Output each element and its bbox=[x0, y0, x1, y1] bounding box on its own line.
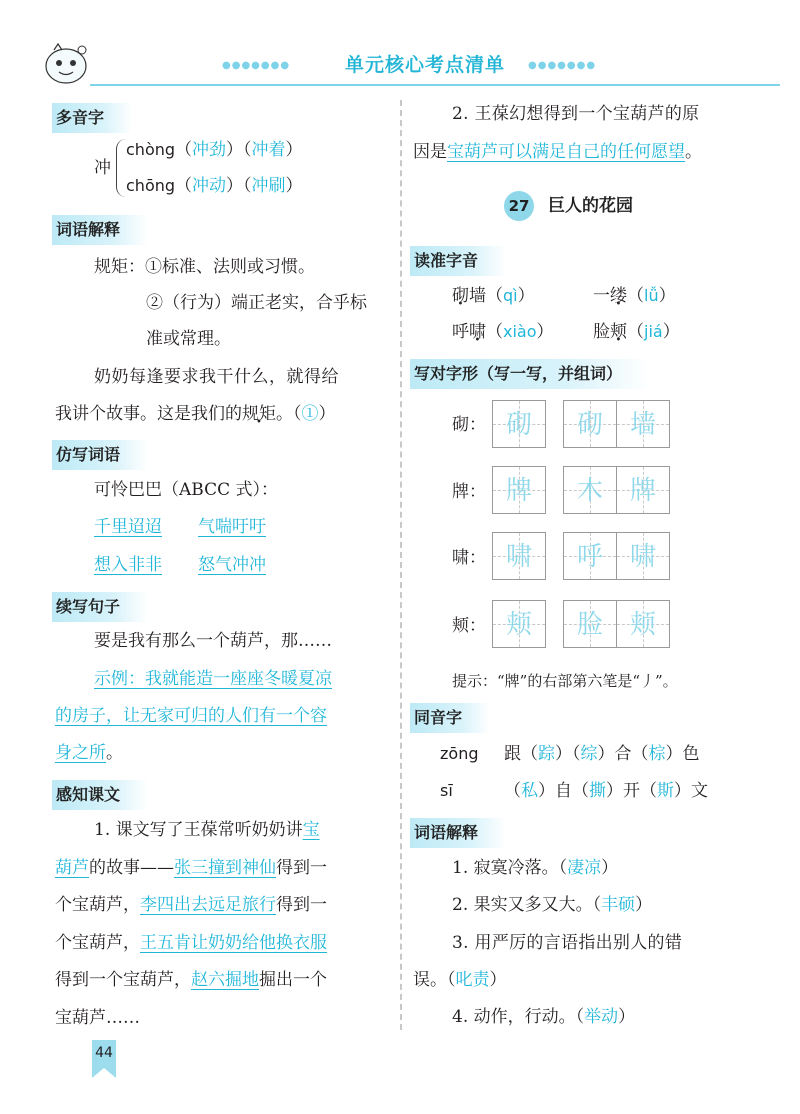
header-dots-left: ●●●●●●● bbox=[222, 60, 291, 71]
section-tag-fangxie: 仿写词语 bbox=[52, 440, 148, 470]
writing-grid-box: 牌 bbox=[616, 466, 670, 514]
polyphone-row-1: chòng（冲劲）（冲着） bbox=[126, 140, 303, 160]
definition-item: 3. 用严厉的言语指出别人的错 bbox=[452, 933, 683, 953]
section-tag-tongyin: 同音字 bbox=[410, 703, 490, 733]
grid-row-label: 牌： bbox=[452, 482, 486, 502]
polyphone-row-2: chōng（冲动）（冲刷） bbox=[126, 176, 303, 196]
page-number: 44 bbox=[92, 1040, 116, 1068]
page-number-flag bbox=[92, 1068, 116, 1078]
answer-word: 想入非非 bbox=[94, 555, 162, 575]
section-tag-ciyu-right: 词语解释 bbox=[410, 818, 506, 848]
writing-grid-box: 墙 bbox=[616, 400, 670, 448]
polyphone-char: 冲 bbox=[94, 158, 111, 178]
example-line: 奶奶每逢要求我干什么，就得给 bbox=[94, 367, 339, 387]
section-tag-xiedui: 写对字形（写一写，并组词） bbox=[410, 359, 650, 389]
answer-word: 千里迢迢 bbox=[94, 517, 162, 537]
imitation-prompt: 可怜巴巴（ABCC 式）： bbox=[94, 480, 279, 500]
section-tag-ciyu: 词语解释 bbox=[52, 215, 148, 245]
page-title: 单元核心考点清单 bbox=[344, 54, 505, 76]
writing-grid-box: 颊 bbox=[616, 600, 670, 648]
summary-line: 1. 课文写了王葆常听奶奶讲宝 bbox=[94, 820, 320, 840]
definition-item: 4. 动作，行动。（举动） bbox=[452, 1007, 636, 1027]
summary-line: 个宝葫芦，王五肯让奶奶给他换衣服 bbox=[55, 933, 327, 953]
answer-line: 的房子，让无家可归的人们有一个容 bbox=[55, 706, 327, 726]
writing-grid-box: 啸 bbox=[492, 532, 546, 580]
header-dots-right: ●●●●●●● bbox=[528, 60, 597, 71]
section-tag-duoyinzi: 多音字 bbox=[52, 103, 132, 133]
writing-grid-box: 砌 bbox=[563, 400, 617, 448]
lesson-number-badge: 27 bbox=[504, 191, 534, 221]
writing-grid-box: 脸 bbox=[563, 600, 617, 648]
answer-word: 气喘吁吁 bbox=[198, 517, 266, 537]
definition-item: 误。（叱责） bbox=[413, 970, 507, 990]
example-line: 我讲个故事。这是我们的规矩。（①） bbox=[55, 404, 336, 424]
definition-item: 2. 果实又多又大。（丰硕） bbox=[452, 895, 653, 915]
header-rule bbox=[90, 84, 780, 86]
summary-line: 个宝葫芦，李四出去远足旅行得到一 bbox=[55, 895, 327, 915]
writing-grid-box: 砌 bbox=[492, 400, 546, 448]
pinyin-item: 脸颊（jiá） bbox=[593, 322, 680, 342]
pinyin-item: 砌墙（qì） bbox=[452, 286, 535, 306]
definition-line: 规矩：①标准、法则或习惯。 bbox=[94, 257, 315, 277]
writing-grid-box: 颊 bbox=[492, 600, 546, 648]
section-tag-xuxie: 续写句子 bbox=[52, 592, 148, 622]
column-divider bbox=[400, 100, 402, 1030]
writing-grid-box: 呼 bbox=[563, 532, 617, 580]
definition-line: 准或常理。 bbox=[146, 329, 231, 349]
definition-line: ②（行为）端正老实，合乎标 bbox=[146, 293, 367, 313]
answer-word: 怒气冲冲 bbox=[198, 555, 266, 575]
homophone-row: （私）自（撕）开（斯）文 bbox=[504, 781, 708, 801]
homophone-row: 跟（踪）（综）合（棕）色 bbox=[504, 744, 700, 764]
pinyin-item: 呼啸（xiào） bbox=[452, 322, 554, 342]
answer-line: 身之所。 bbox=[55, 743, 123, 763]
grid-row-label: 啸： bbox=[452, 548, 486, 568]
grid-row-label: 颊： bbox=[452, 616, 486, 636]
section-tag-duzhun: 读准字音 bbox=[410, 246, 506, 276]
writing-grid-box: 木 bbox=[563, 466, 617, 514]
question-line: 因是宝葫芦可以满足自己的任何愿望。 bbox=[413, 142, 702, 162]
tip-text: 提示：“牌”的右部第六笔是“丿”。 bbox=[452, 672, 678, 690]
page-header bbox=[0, 0, 800, 100]
answer-line: 示例：我就能造一座座冬暖夏凉 bbox=[94, 669, 332, 689]
pinyin-item: 一缕（lǚ） bbox=[593, 286, 676, 306]
lesson-title: 巨人的花园 bbox=[548, 196, 633, 216]
definition-item: 1. 寂寞冷落。（凄凉） bbox=[452, 858, 619, 878]
summary-line: 得到一个宝葫芦，赵六掘地掘出一个 bbox=[55, 970, 327, 990]
homophone-pinyin: zōng bbox=[440, 744, 479, 763]
question-line: 2. 王葆幻想得到一个宝葫芦的原 bbox=[452, 104, 700, 124]
section-tag-ganzhi: 感知课文 bbox=[52, 780, 148, 810]
mascot-icon bbox=[40, 40, 92, 88]
homophone-pinyin: sī bbox=[440, 781, 453, 800]
writing-grid-box: 啸 bbox=[616, 532, 670, 580]
summary-line: 宝葫芦…… bbox=[55, 1008, 140, 1028]
writing-grid-box: 牌 bbox=[492, 466, 546, 514]
summary-line: 葫芦的故事——张三撞到神仙得到一 bbox=[55, 858, 327, 878]
grid-row-label: 砌： bbox=[452, 415, 486, 435]
continuation-prompt: 要是我有那么一个葫芦，那…… bbox=[94, 631, 332, 651]
